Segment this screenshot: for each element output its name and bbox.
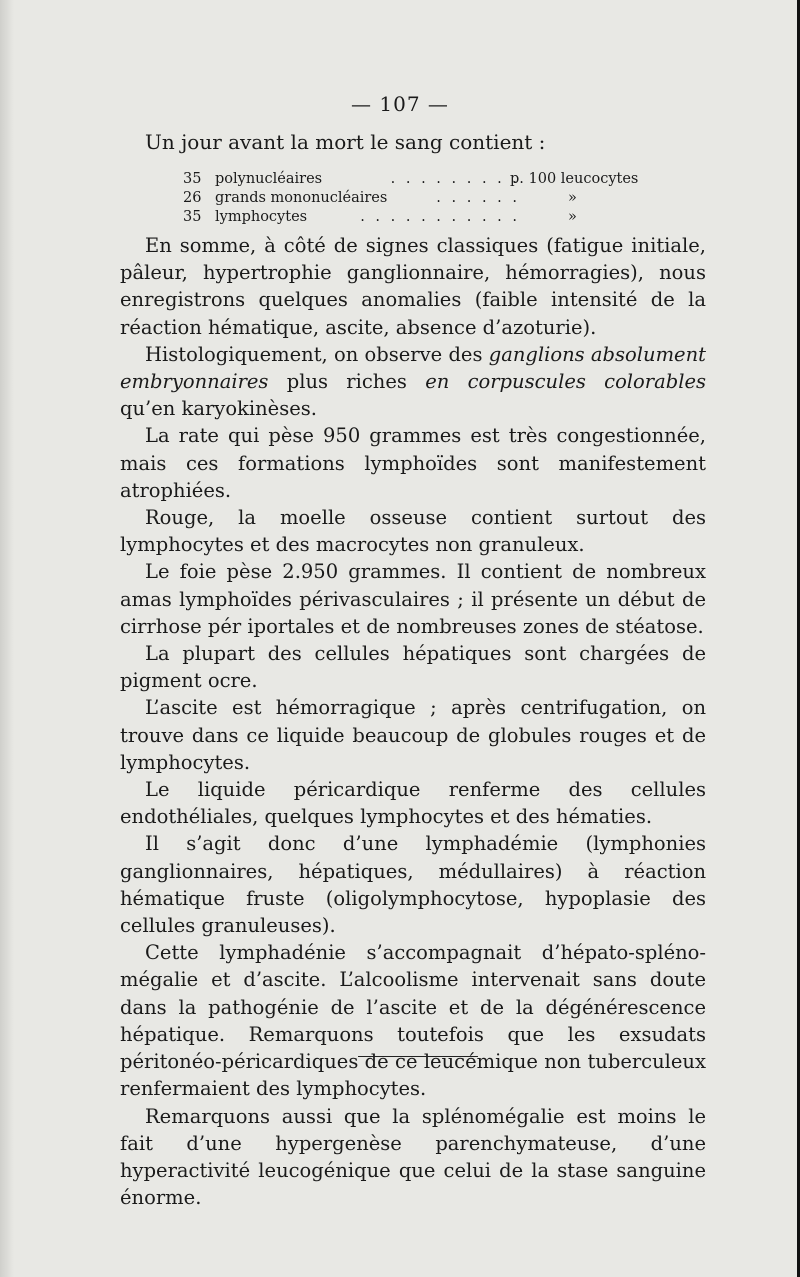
count-ditto: » [568, 190, 577, 206]
closing-rule [358, 1056, 478, 1057]
count-cell-type: polynucléaires [215, 171, 323, 187]
paragraph: Cette lymphadénie s’accompagnait d’hépato-spléno-mégalie et d’ascite. L’alcoolisme intervenait sans doute dans la pathogénie de l’ascite et de la dégénérescence hépatique. Remarquons toutefois que les exsudats péritonéo-péricardiques de ce leucémique non tuberculeux renfermaient des lymphocytes. [120, 941, 706, 1101]
count-cell-type: lymphocytes [215, 209, 308, 225]
text-run: plus riches [268, 370, 426, 394]
paragraph: La rate qui pèse 950 grammes est très congestionnée, mais ces formations lymphoïdes sont manifestement atrophiées. [120, 424, 706, 502]
intro-line: Un jour avant la mort le sang contient : [145, 130, 546, 154]
italic-run: ganglions absolument embryonnaires [120, 342, 706, 394]
paragraph: Le liquide péricardique renferme des cellules endothéliales, quelques lymphocytes et des hématies. [120, 778, 706, 829]
paragraph: Il s’agit donc d’une lymphadémie (lymphonies ganglionnaires, hépatiques, médullaires) à réaction hématique fruste (oligolymphocytose, hypoplasie des cellules granuleuses). [120, 832, 706, 938]
count-cell-type: grands mononucléaires [215, 190, 388, 206]
paragraph [120, 341, 706, 423]
count-row [183, 170, 663, 189]
count-reference: p. 100 leucocytes [510, 171, 639, 187]
count-number: 35 [183, 171, 202, 187]
leader-dots: . . . . . . . . . [390, 171, 520, 187]
text-run: qu’en karyokinèses. [120, 397, 317, 421]
paragraph: Remarquons aussi que la splénomégalie est moins le fait d’une hypergenèse parenchymateuse, d’une hyperactivité leucogénique que celui de la stase sanguine énorme. [120, 1104, 706, 1210]
paragraph: L’ascite est hémorragique ; après centrifugation, on trouve dans ce liquide beaucoup de globules rouges et de lymphocytes. [120, 696, 706, 774]
paragraph: Le foie pèse 2.950 grammes. Il contient de nombreux amas lymphoïdes périvasculaires ; il présente un début de cirrhose pér iportales et de nombreuses zones de stéatose. [120, 560, 706, 638]
body-text [120, 232, 706, 1211]
count-row [183, 208, 663, 227]
italic-run: en corpuscules colorables [425, 370, 706, 394]
paragraph: La plupart des cellules hépatiques sont chargées de pigment ocre. [120, 642, 706, 693]
count-number: 35 [183, 209, 202, 225]
leader-dots: . . . . . . . . . . . [360, 209, 520, 225]
paragraph: En somme, à côté de signes classiques (fatigue initiale, pâleur, hypertrophie ganglionnaire, hémorragies), nous enregistrons quelques anomalies (faible intensité de la réaction hématique, ascite, absence d’azoturie). [120, 234, 706, 339]
page-gutter-shadow [0, 0, 14, 1277]
count-ditto: » [568, 209, 577, 225]
page-number: — 107 — [351, 92, 449, 116]
text-run: Histologiquement, on observe des [145, 342, 489, 366]
count-row [183, 189, 663, 208]
leader-dots: . . . . . . [436, 190, 520, 206]
paragraph: Rouge, la moelle osseuse contient surtout des lymphocytes et des macrocytes non granuleux. [120, 506, 706, 557]
count-number: 26 [183, 190, 202, 206]
blood-count-table [183, 170, 663, 227]
